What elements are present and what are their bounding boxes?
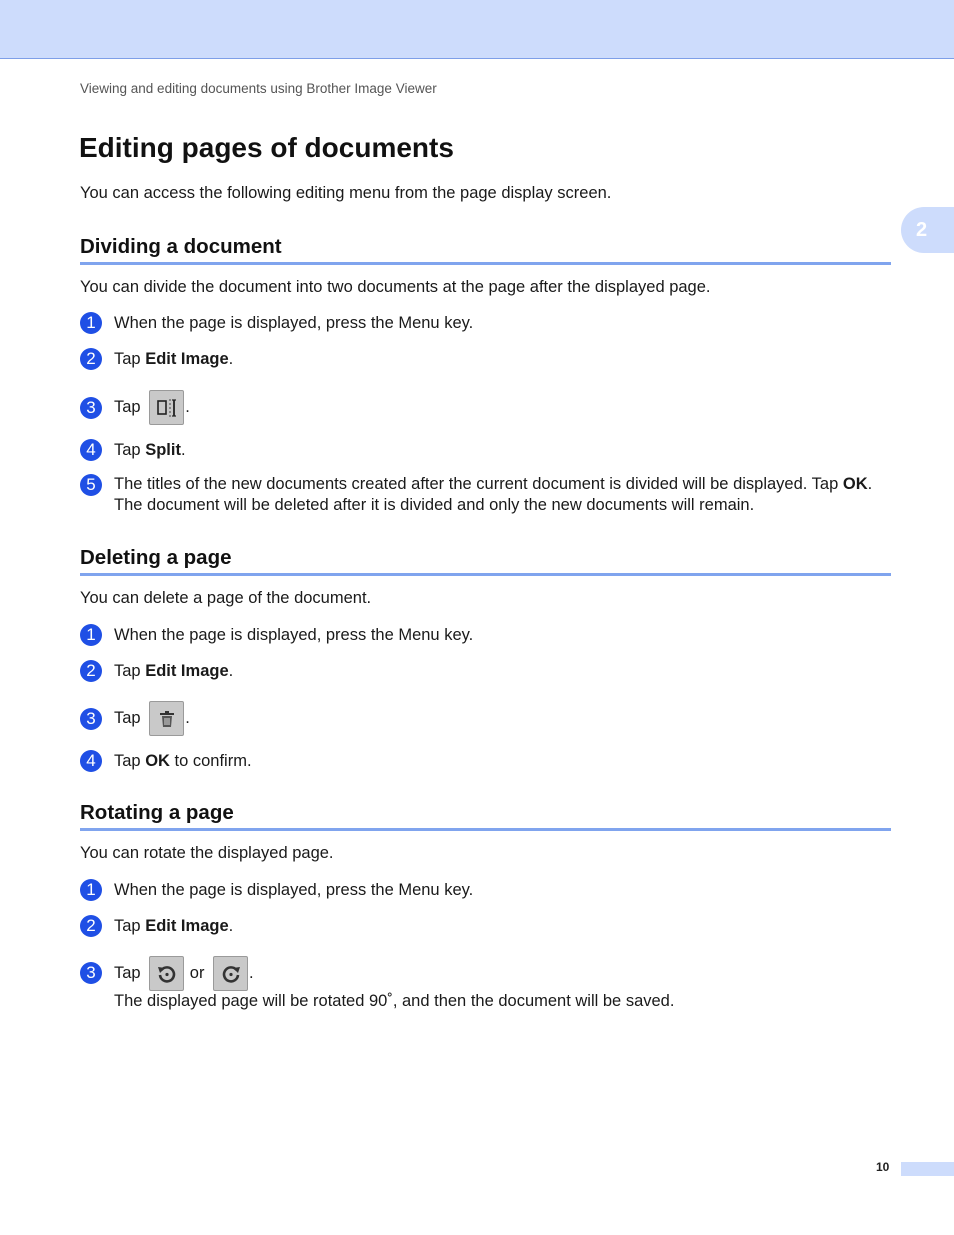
rotating-step-2 xyxy=(80,915,900,937)
running-header: Viewing and editing documents using Brother Image Viewer xyxy=(80,81,437,96)
trash-icon xyxy=(149,701,184,736)
footer-bar xyxy=(901,1162,954,1176)
step-note: The displayed page will be rotated 90˚, and then the document will be saved. xyxy=(114,992,675,1010)
intro-text: You can access the following editing menu from the page display screen. xyxy=(80,184,612,202)
step-text: Tap Edit Image. xyxy=(114,916,234,935)
deleting-step-2 xyxy=(80,660,900,682)
step-number: 4 xyxy=(80,439,102,461)
menu-label: Split xyxy=(145,440,181,459)
step-text: Tap . xyxy=(114,390,190,425)
chapter-tab: 2 xyxy=(901,207,954,253)
rotating-step-3 xyxy=(80,956,900,1012)
dividing-step-3 xyxy=(80,390,900,425)
deleting-step-4 xyxy=(80,750,900,772)
rotating-step-1 xyxy=(80,879,900,901)
rotating-description: You can rotate the displayed page. xyxy=(80,844,334,862)
dividing-step-4 xyxy=(80,439,900,461)
step-text: Tap or . The displayed page will be rotated 90˚, and then the document will be saved. xyxy=(114,956,674,1012)
menu-label: Edit Image xyxy=(145,349,229,368)
dividing-step-1 xyxy=(80,312,900,334)
page-number: 10 xyxy=(876,1160,890,1174)
step-number: 2 xyxy=(80,915,102,937)
step-number: 1 xyxy=(80,624,102,646)
step-text: Tap Edit Image. xyxy=(114,661,234,680)
step-number: 1 xyxy=(80,312,102,334)
step-note: The document will be deleted after it is divided and only the new documents will remain. xyxy=(114,496,755,514)
step-number: 2 xyxy=(80,660,102,682)
step-text: When the page is displayed, press the Menu key. xyxy=(114,880,474,899)
section-heading-deleting: Deleting a page xyxy=(80,546,891,576)
deleting-step-1 xyxy=(80,624,900,646)
dividing-step-5 xyxy=(80,474,900,516)
dividing-description: You can divide the document into two documents at the page after the displayed page. xyxy=(80,278,711,296)
step-number: 3 xyxy=(80,708,102,730)
step-text: Tap OK to confirm. xyxy=(114,751,252,770)
menu-label: Edit Image xyxy=(145,661,229,680)
step-text: When the page is displayed, press the Menu key. xyxy=(114,625,474,644)
top-band xyxy=(0,0,954,59)
deleting-description: You can delete a page of the document. xyxy=(80,589,372,607)
rotate-right-icon xyxy=(213,956,248,991)
step-number: 4 xyxy=(80,750,102,772)
split-icon xyxy=(149,390,184,425)
step-number: 5 xyxy=(80,474,102,496)
step-text: Tap Edit Image. xyxy=(114,349,234,368)
step-number: 2 xyxy=(80,348,102,370)
step-text: Tap . xyxy=(114,701,190,736)
step-text: Tap Split. xyxy=(114,440,186,459)
step-number: 1 xyxy=(80,879,102,901)
dividing-step-2 xyxy=(80,348,900,370)
section-heading-dividing: Dividing a document xyxy=(80,235,891,265)
rotate-left-icon xyxy=(149,956,184,991)
step-text: The titles of the new documents created after the current document is divided will be displayed. Tap OK. The document will be deleted after it is divided and only the new documents will remain. xyxy=(114,475,873,514)
menu-label: Edit Image xyxy=(145,916,229,935)
deleting-step-3 xyxy=(80,701,900,736)
step-text: When the page is displayed, press the Menu key. xyxy=(114,313,474,332)
step-number: 3 xyxy=(80,962,102,984)
section-heading-rotating: Rotating a page xyxy=(80,801,891,831)
step-number: 3 xyxy=(80,397,102,419)
page-title: Editing pages of documents xyxy=(79,132,454,163)
menu-label: OK xyxy=(842,475,868,493)
menu-label: OK xyxy=(145,751,170,770)
